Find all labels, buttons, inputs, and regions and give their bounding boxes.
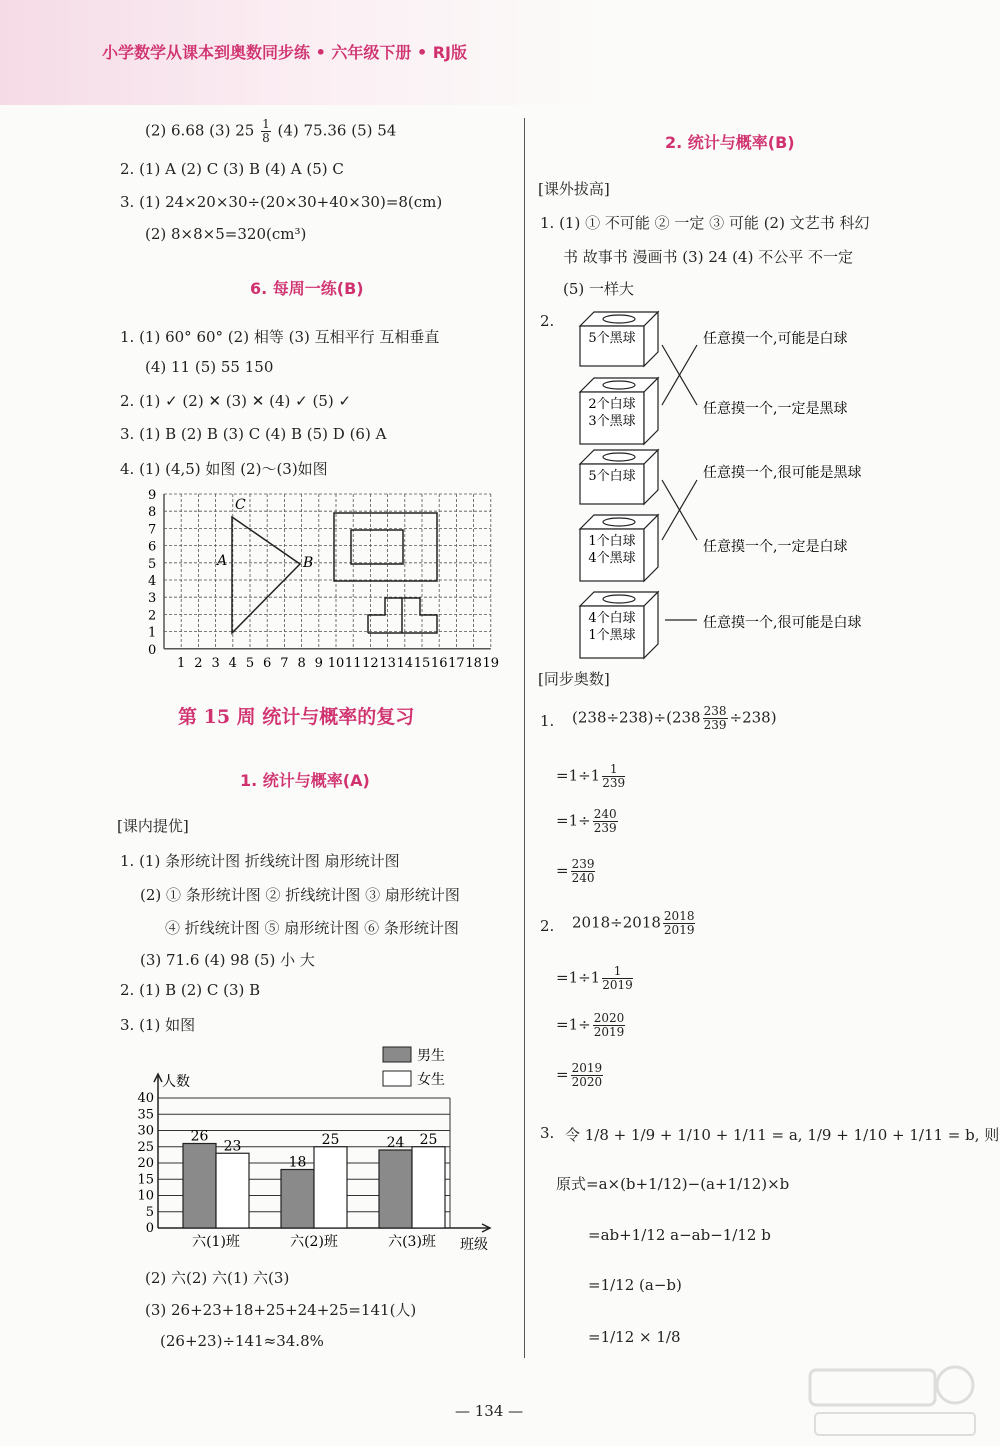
grid-x-tick-label: 8 [297, 655, 306, 671]
bar-boys [379, 1150, 412, 1228]
label-a: A [217, 553, 228, 569]
bar-value-label: 24 [386, 1135, 405, 1151]
math-line: =1÷1 $\frac{1}{239}$ [556, 762, 626, 790]
question-number: 1. [540, 712, 555, 730]
section-tag: [同步奥数] [538, 670, 610, 688]
bar-value-label: 23 [223, 1138, 242, 1155]
grid-y-tick-label: 5 [148, 556, 157, 572]
math-line: 2018÷2018 $\frac{2018}{2019}$ [572, 909, 695, 937]
grid-x-tick-label: 14 [396, 655, 414, 671]
answer-line: (3) 26+23+18+25+24+25=141(人) [145, 1301, 417, 1319]
grid-x-tick-label: 16 [430, 655, 448, 671]
grid-x-tick-label: 1 [177, 655, 186, 671]
y-tick-label: 30 [137, 1123, 154, 1139]
answer-line: 3. (1) 24×20×30÷(20×30+40×30)=8(cm) [120, 193, 443, 211]
outcome-label: 任意摸一个,很可能是白球 [703, 615, 862, 631]
y-tick-label: 0 [145, 1221, 154, 1236]
answer-line: 1. (1) 条形统计图 折线统计图 扇形统计图 [120, 852, 400, 870]
y-tick-label: 20 [137, 1156, 154, 1171]
legend-label-girls: 女生 [417, 1072, 445, 1088]
y-tick-label: 40 [137, 1091, 154, 1106]
bar-value-label: 18 [288, 1154, 307, 1171]
y-axis-label: 人数 [162, 1074, 190, 1090]
box-label: 1个白球 [588, 534, 636, 549]
math-line: 令 1/8 + 1/9 + 1/10 + 1/11 = a, 1/9 + 1/10 + 1/11 = b, 则 [565, 1126, 1000, 1144]
grid-y-tick-label: 9 [148, 488, 157, 503]
bar-value-label: 26 [190, 1128, 209, 1145]
math-line: =1/12 × 1/8 [588, 1328, 681, 1346]
small-rectangle [351, 530, 403, 564]
math-line: =1÷ $\frac{240}{239}$ [556, 807, 617, 835]
answer-line: 4. (1) (4,5) 如图 (2)～(3)如图 [120, 460, 328, 478]
answer-line: (2) 六(2) 六(1) 六(3) [145, 1269, 290, 1287]
grid-x-tick-label: 3 [211, 655, 220, 671]
grid-y-tick-label: 8 [148, 505, 157, 521]
page-number: — 134 — [455, 1402, 524, 1420]
grid-x-tick-label: 10 [327, 655, 345, 671]
y-tick-label: 5 [145, 1204, 154, 1220]
answer-line: 2. (1) B (2) C (3) B [120, 981, 261, 999]
box-label: 2个白球 [588, 397, 636, 412]
answer-line: 1. (1) ① 不可能 ② 一定 ③ 可能 (2) 文艺书 科幻 [540, 214, 870, 232]
bar-value-label: 25 [419, 1131, 438, 1148]
box-label: 5个黑球 [588, 331, 636, 346]
math-line: = $\frac{239}{240}$ [556, 857, 595, 885]
math-line: =1/12 (a−b) [588, 1276, 682, 1294]
math-line: = $\frac{2019}{2020}$ [556, 1061, 603, 1089]
bar-girls [412, 1147, 445, 1228]
watermark-logo [805, 1365, 980, 1440]
math-line: =1÷ $\frac{2020}{2019}$ [556, 1011, 625, 1039]
answer-line: 3. (1) 如图 [120, 1016, 196, 1034]
grid-x-tick-label: 2 [194, 655, 203, 671]
coordinate-grid [140, 485, 510, 675]
answer-line: (4) 11 (5) 55 150 [145, 358, 274, 376]
legend-swatch-boys [383, 1047, 411, 1062]
grid-y-tick-label: 7 [148, 522, 157, 538]
grid-x-tick-label: 13 [379, 655, 396, 671]
grid-x-tick-label: 6 [263, 655, 272, 671]
box-label: 4个白球 [588, 611, 636, 626]
answer-line: (2) ① 条形统计图 ② 折线统计图 ③ 扇形统计图 [140, 886, 460, 904]
bar-boys [183, 1144, 216, 1229]
outcome-label: 任意摸一个,一定是白球 [703, 539, 848, 555]
x-axis-label: 班级 [460, 1237, 488, 1253]
math-line: 原式=a×(b+1/12)−(a+1/12)×b [556, 1175, 790, 1193]
math-line: =1÷1 $\frac{1}{2019}$ [556, 964, 633, 992]
box-label: 3个黑球 [588, 414, 636, 429]
box-label: 1个黑球 [588, 628, 636, 643]
bar-value-label: 25 [321, 1131, 340, 1148]
grid-y-tick-label: 0 [148, 642, 157, 658]
fraction: $\frac{1}{8}$ [262, 117, 270, 145]
y-tick-label: 10 [137, 1188, 154, 1204]
y-tick-label: 15 [137, 1172, 154, 1188]
matching-lines [662, 345, 697, 620]
grid-x-tick-label: 7 [280, 655, 289, 671]
answer-line: (5) 一样大 [563, 280, 635, 298]
bar-girls [314, 1147, 347, 1228]
answer-line: 3. (1) B (2) B (3) C (4) B (5) D (6) A [120, 425, 387, 443]
grid-x-tick-label: 17 [448, 655, 465, 671]
question-number: 3. [540, 1124, 555, 1142]
grid-x-tick-label: 4 [228, 655, 237, 671]
grid-y-tick-label: 4 [148, 574, 157, 589]
grid-x-tick-label: 15 [413, 655, 431, 671]
outcome-label: 任意摸一个,可能是白球 [703, 331, 848, 347]
grid-y-tick-label: 2 [148, 608, 157, 624]
box-label: 5个白球 [588, 469, 636, 484]
answer-line: 书 故事书 漫画书 (3) 24 (4) 不公平 不一定 [563, 248, 853, 266]
question-number: 2. [540, 312, 555, 330]
grid-x-tick-label: 11 [344, 655, 362, 671]
answer-line: 2. (1) ✓ (2) ✕ (3) ✕ (4) ✓ (5) ✓ [120, 392, 352, 410]
outcome-label: 任意摸一个,很可能是黑球 [703, 465, 862, 481]
math-line: =ab+1/12 a−ab−1/12 b [588, 1226, 771, 1244]
answer-line: (3) 71.6 (4) 98 (5) 小 大 [140, 951, 315, 969]
matching-diagram [575, 300, 905, 660]
triangle-abc [232, 517, 300, 633]
bar-girls [216, 1153, 249, 1228]
category-label: 六(3)班 [388, 1234, 436, 1250]
grid-y-tick-label: 6 [148, 539, 157, 555]
grid-y-tick-label: 1 [148, 625, 157, 641]
category-label: 六(2)班 [290, 1234, 338, 1250]
bar-boys [281, 1170, 314, 1229]
answer-line: (2) 8×8×5=320(cm³) [145, 225, 307, 243]
grid-x-tick-label: 5 [245, 655, 255, 671]
grid-x-tick-label: 9 [314, 655, 323, 671]
math-line: (238÷238)÷(238 $\frac{238}{239}$ ÷238) [572, 704, 777, 732]
section-title: 6. 每周一练(B) [250, 279, 364, 298]
bar-chart [120, 1040, 520, 1255]
grid-x-tick-label: 19 [482, 655, 500, 671]
week-title: 第 15 周 统计与概率的复习 [178, 706, 415, 728]
box-label: 4个黑球 [588, 551, 636, 566]
section-title: 2. 统计与概率(B) [665, 133, 795, 152]
category-label: 六(1)班 [192, 1234, 240, 1250]
label-c: C [235, 497, 246, 513]
large-rectangle [334, 513, 437, 581]
section-title: 1. 统计与概率(A) [240, 771, 370, 790]
legend-label-boys: 男生 [417, 1048, 445, 1064]
section-tag: [课内提优] [117, 817, 189, 835]
y-tick-label: 35 [137, 1107, 154, 1123]
answer-line: (26+23)÷141≈34.8% [160, 1332, 324, 1350]
grid-x-tick-label: 12 [362, 655, 379, 671]
label-b: B [303, 555, 314, 571]
answer-line: ④ 折线统计图 ⑤ 扇形统计图 ⑥ 条形统计图 [165, 919, 459, 937]
legend-swatch-girls [383, 1071, 411, 1086]
answer-line: 2. (1) A (2) C (3) B (4) A (5) C [120, 160, 344, 178]
column-divider [524, 118, 525, 1358]
grid-y-tick-label: 3 [148, 591, 157, 607]
outcome-label: 任意摸一个,一定是黑球 [703, 401, 848, 417]
y-tick-label: 25 [137, 1139, 154, 1155]
book-title: 小学数学从课本到奥数同步练 • 六年级下册 • RJ版 [102, 43, 468, 62]
question-number: 2. [540, 917, 555, 935]
grid-x-tick-label: 18 [465, 655, 482, 671]
section-tag: [课外拔高] [538, 180, 610, 198]
answer-line: 1. (1) 60° 60° (2) 相等 (3) 互相平行 互相垂直 [120, 328, 440, 346]
answer-line: (2) 6.68 (3) 25 $\frac{1}{8}$ (4) 75.36 (5) 54 [145, 117, 397, 145]
